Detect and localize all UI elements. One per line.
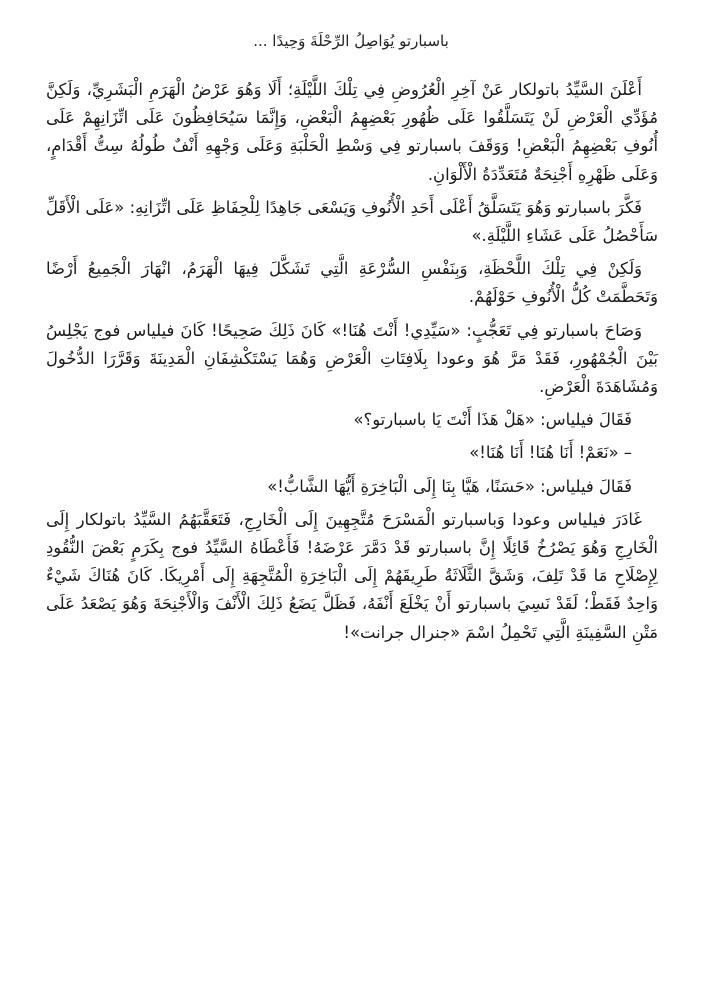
dialogue-line: فَقَالَ فيلياس: «هَلْ هَذَا أَنْتَ يَا باسبارتو؟» [353, 410, 632, 430]
dialogue-line: فَقَالَ فيلياس: «حَسَنًا، هَيَّا بِنَا إِلَى الْبَاخِرَةِ أَيُّهَا الشَّابُّ!» [267, 476, 632, 496]
paragraph: وَلَكِنْ فِي تِلْكَ اللَّحْظَةِ، وَبِنَفْسِ السُّرْعَةِ الَّتِي تَشَكَّلَ فِيهَا الْهَرَمُ، انْهَارَ الْجَمِيعُ أَرْضًا وَتَحَطَّمَتْ كُلُّ الْأُنُوفِ حَوْلَهُمْ. [46, 259, 658, 307]
running-header: باسبارتو يُوَاصِلُ الرِّحْلَةَ وَحِيدًا ... [253, 32, 449, 50]
paragraph: وَصَاحَ باسبارتو فِي تَعَجُّبٍ: «سَيِّدِي! أَنْتَ هُنَا!» كَانَ ذَلِكَ صَحِيحًا! كَانَ فيلياس فوج يَجْلِسُ بَيْنَ الْجُمْهُورِ، فَقَدْ مَرَّ هُوَ وعودا بِلَافِتَاتِ الْعَرْضِ وَهُمَا يَسْتَكْشِفَانِ الْمَدِينَةَ وَقَرَّرَا الدُّخُولَ وَمُشَاهَدَةَ الْعَرْضِ. [46, 320, 658, 397]
dialogue-line: – «نَعَمْ! أَنَا هُنَا! أَنَا هُنَا!» [469, 443, 632, 463]
paragraph: فَكَّرَ باسبارتو وَهُوَ يَتَسَلَّقُ أَعْلَى أَحَدِ الْأُنُوفِ وَيَسْعَى جَاهِدًا لِلْحِفَاظِ عَلَى اتِّزَانِهِ: «عَلَى الْأَقَلِّ سَأَحْصُلُ عَلَى عَشَاءِ اللَّيْلَةِ.» [46, 197, 658, 246]
paragraph: غَادَرَ فيلياس وعودا وَباسبارتو الْمَسْرَحَ مُتَّجِهِينَ إِلَى الْخَارِجِ، فَتَعَقَّبَهُمُ السَّيِّدُ باتولكار إِلَى الْخَارِجِ وَهُوَ يَصْرُخُ قَائِلًا إِنَّ باسبارتو قَدْ دَمَّرَ عَرْضَهُ! فَأَعْطَاهُ السَّيِّدُ فوج بِكَرَمٍ بَعْضَ النُّقُودِ لِإِصْلَاحِ مَا قَدْ تَلِفَ، وَشَقَّ الثَّلَاثَةُ طَرِيقَهُمْ إِلَى الْبَاخِرَةِ الْمُتَّجِهَةِ إِلَى أَمْرِيكَا. كَانَ هُنَاكَ شَيْءٌ وَاحِدٌ فَقَطْ؛ لَقَدْ نَسِيَ باسبارتو أَنْ يَخْلَعَ أَنْفَهُ، فَظَلَّ يَضَعُ ذَلِكَ الْأَنْفَ وَالْأَجْنِحَةَ وَهُوَ يَصْعَدُ عَلَى مَتْنِ السَّفِينَةِ الَّتِي تَحْمِلُ اسْمَ «جنرال جرانت»! [46, 509, 658, 642]
paragraph: أَعْلَنَ السَّيِّدُ باتولكار عَنْ آخِرِ الْعُرُوضِ فِي تِلْكَ اللَّيْلَةِ؛ أَلَا وَهُوَ عَرْضُ الْهَرَمِ الْبَشَرِيِّ، وَلَكِنَّ مُؤَدِّي الْعَرْضِ لَنْ يَتَسَلَّقُوا عَلَى ظُهُورِ بَعْضِهِمُ الْبَعْضِ، وَإِنَّمَا سَيُحَافِظُونَ عَلَى اتِّزَانِهِمْ عَلَى أُنُوفِ بَعْضِهِمُ الْبَعْضِ! وَوَقَفَ باسبارتو فِي وَسْطِ الْحَلْبَةِ وَعَلَى وَجْهِهِ أَنْفٌ طُولُهُ سِتُّ أَقْدَامٍ، وَعَلَى ظَهْرِهِ أَجْنِحَةٌ مُتَعَدِّدَةُ الْأَلْوَانِ. [46, 80, 658, 184]
body-text [46, 76, 658, 652]
